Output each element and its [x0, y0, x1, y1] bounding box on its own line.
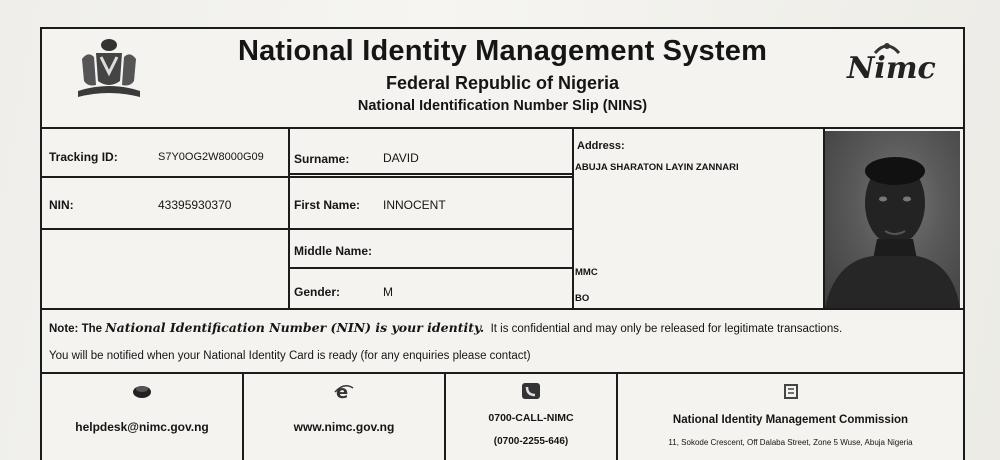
- footer-commission: National Identity Management Commission: [672, 414, 909, 426]
- first-name-value: INNOCENT: [383, 198, 446, 212]
- internet-explorer-icon: [334, 382, 354, 400]
- slip-name: National Identification Number Slip (NINS): [357, 98, 648, 114]
- surname-value: DAVID: [383, 151, 419, 165]
- address-label: Address:: [577, 140, 625, 152]
- row-divider-1: [42, 176, 572, 178]
- confidentiality-note: [49, 320, 842, 335]
- footer-website[interactable]: www.nimc.gov.ng: [293, 420, 395, 434]
- row-divider-4: [288, 267, 572, 269]
- slip-header: [42, 29, 963, 129]
- building-icon: [781, 382, 801, 400]
- state-value: BO: [575, 293, 590, 304]
- col-divider-1: [288, 129, 290, 309]
- footer-email-cell: [42, 374, 244, 460]
- middle-name-label: Middle Name:: [294, 244, 373, 258]
- address-value: ABUJA SHARATON LAYIN ZANNARI: [575, 162, 739, 173]
- portrait-silhouette: [825, 131, 960, 308]
- nin-value: 43395930370: [158, 198, 232, 212]
- tracking-id-label: Tracking ID:: [49, 150, 118, 164]
- first-name-label: First Name:: [294, 198, 361, 212]
- gender-label: Gender:: [294, 285, 341, 299]
- phone-icon: [521, 382, 541, 400]
- footer-web-cell: [244, 374, 446, 460]
- surname-label: Surname:: [294, 152, 350, 166]
- row-divider-2: [42, 228, 288, 230]
- footer-phone-digits: (0700-2255-646): [493, 436, 569, 447]
- gender-value: M: [383, 285, 393, 299]
- holder-photo: [825, 131, 960, 308]
- row-divider-2b: [288, 173, 572, 175]
- footer-phone-cell: [446, 374, 618, 460]
- nin-slip: [40, 27, 965, 460]
- nimc-logo: [847, 37, 936, 97]
- page-title: National Identity Management System: [237, 35, 768, 67]
- tracking-id-value: S7Y0OG2W8000G09: [158, 151, 264, 163]
- footer-commission-cell: [618, 374, 963, 460]
- col-divider-2: [572, 129, 574, 309]
- svg-text:e: e: [336, 382, 349, 400]
- nimc-logo-text: Nimc: [847, 51, 936, 86]
- note-prefix: Note: The: [49, 323, 103, 335]
- footer-email[interactable]: helpdesk@nimc.gov.ng: [75, 420, 209, 434]
- footer-phone[interactable]: 0700-CALL-NIMC: [488, 412, 574, 424]
- country-subtitle: Federal Republic of Nigeria: [385, 73, 620, 93]
- note-emphasis: National Identification Number (NIN) is your identity.: [105, 320, 485, 335]
- notification-note: You will be notified when your National Identity Card is ready (for any enquiries please contact): [49, 350, 531, 362]
- nin-label: NIN:: [49, 198, 74, 212]
- lga-value: MMC: [575, 267, 598, 278]
- row-divider-3: [288, 228, 572, 230]
- footer-commission-address: 11, Sokode Crescent, Off Dalaba Street, Zone 5 Wuse, Abuja Nigeria: [668, 438, 913, 447]
- note-suffix: It is confidential and may only be released for legitimate transactions.: [490, 323, 843, 335]
- email-icon: [132, 382, 152, 400]
